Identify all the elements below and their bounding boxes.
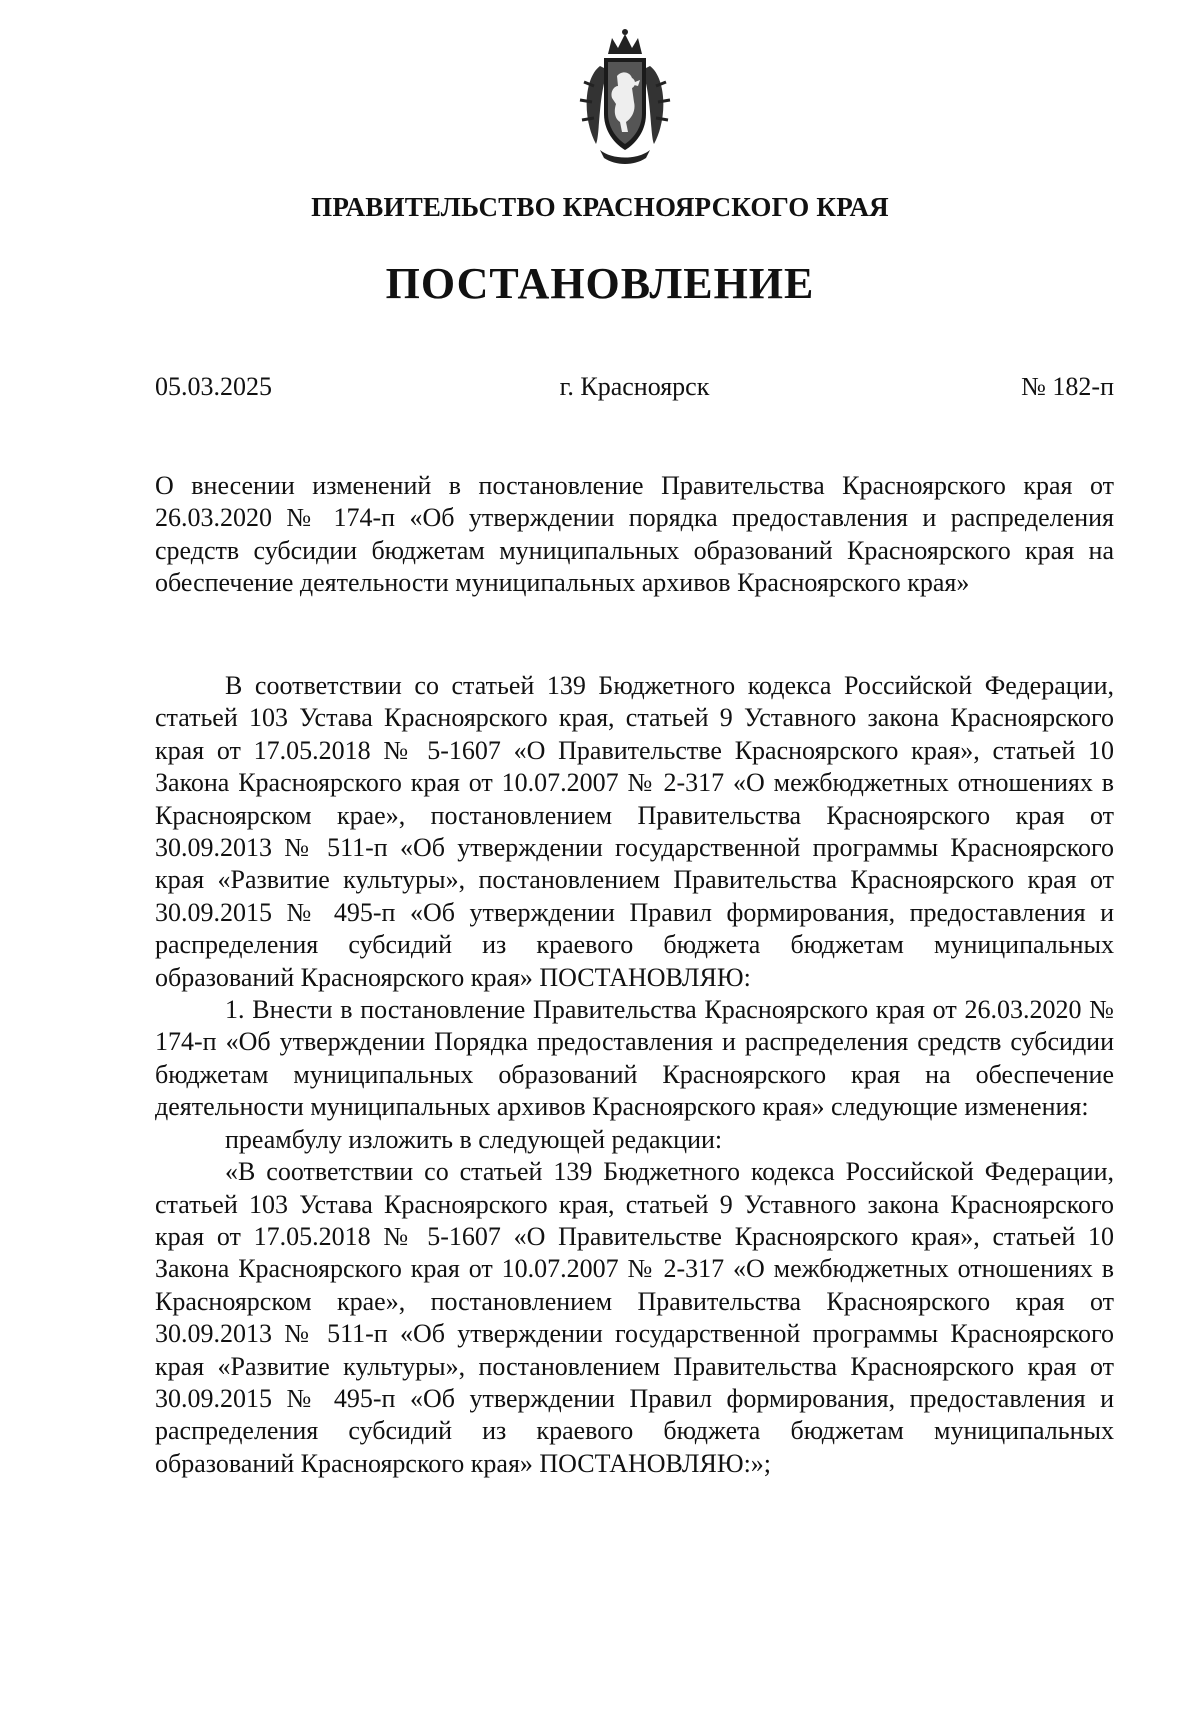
coat-of-arms-icon xyxy=(570,26,680,166)
document-number: № 182-п xyxy=(1021,372,1114,401)
document-body xyxy=(155,670,1114,1480)
preamble-paragraph: В соответствии со статьей 139 Бюджетного кодекса Российской Федерации, статьей 103 Устава Красноярского края, статьей 9 Уставного закона Красноярского края от 17.05.2018 № 5-1607 «О Правительстве Красноярского края», статьей 10 Закона Красноярского края от 10.07.2007 № 2-317 «О межбюджетных отношениях в Красноярском крае», постановлением Правительства Красноярского края от 30.09.2013 № 511-п «Об утверждении государственной программы Красноярского края «Развитие культуры», постановлением Правительства Красноярского края от 30.09.2015 № 495-п «Об утверждении Правил формирования, предоставления и распределения субсидий из краевого бюджета бюджетам муниципальных образований Красноярского края» ПОСТАНОВЛЯЮ: xyxy=(155,671,1114,992)
new-preamble-paragraph: «В соответствии со статьей 139 Бюджетного кодекса Российской Федерации, статьей 103 Устава Красноярского края, статьей 9 Уставного закона Красноярского края от 17.05.2018 № 5-1607 «О Правительстве Красноярского края», статьей 10 Закона Красноярского края от 10.07.2007 № 2-317 «О межбюджетных отношениях в Красноярском крае», постановлением Правительства Красноярского края от 30.09.2013 № 511-п «Об утверждении государственной программы Красноярского края «Развитие культуры», постановлением Правительства Красноярского края от 30.09.2015 № 495-п «Об утверждении Правил формирования, предоставления и распределения субсидий из краевого бюджета бюджетам муниципальных образований Красноярского края» ПОСТАНОВЛЯЮ:»; xyxy=(155,1157,1114,1478)
document-subject: О внесении изменений в постановление Правительства Красноярского края от 26.03.2020 № 174-п «Об утверждении порядка предоставления и распределения средств субсидии бюджетам муниципальных образований Красноярского края на обеспечение деятельности муниципальных архивов Красноярского края» xyxy=(155,471,1114,598)
document-meta xyxy=(155,372,1114,408)
document-city: г. Красноярск xyxy=(559,372,710,401)
organization-title: ПРАВИТЕЛЬСТВО КРАСНОЯРСКОГО КРАЯ xyxy=(311,192,889,222)
item-1-paragraph: 1. Внести в постановление Правительства Красноярского края от 26.03.2020 № 174-п «Об утверждении Порядка предоставления и распределения средств субсидии бюджетам муниципальных образований Красноярского края на обеспечение деятельности муниципальных архивов Красноярского края» следующие изменения: xyxy=(155,995,1114,1122)
instruction-paragraph: преамбулу изложить в следующей редакции: xyxy=(225,1124,723,1154)
document-date: 05.03.2025 xyxy=(155,372,272,401)
document-type-title: ПОСТАНОВЛЕНИЕ xyxy=(385,259,815,308)
